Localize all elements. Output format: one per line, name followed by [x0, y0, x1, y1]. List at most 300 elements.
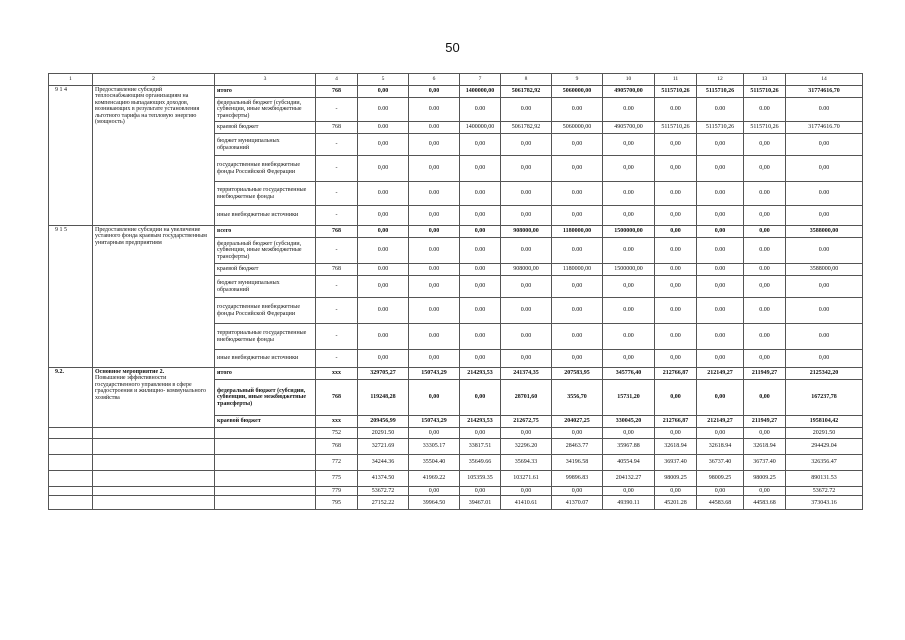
empty-cell	[93, 471, 215, 487]
value-cell: 212149,27	[697, 368, 744, 380]
value-cell: 0,00	[603, 350, 655, 368]
empty-cell	[93, 428, 215, 439]
value-cell: 0,00	[655, 428, 697, 439]
funding-source: иные внебюджетные источники	[215, 350, 316, 368]
value-cell: 0,00	[697, 134, 744, 156]
value-cell: 0.00	[460, 182, 501, 206]
column-header: 9	[552, 74, 603, 86]
empty-cell	[49, 428, 93, 439]
empty-cell	[49, 439, 93, 455]
value-cell: 0.00	[409, 298, 460, 324]
column-header: 8	[501, 74, 552, 86]
value-cell: 0,00	[786, 156, 863, 182]
value-cell: 0,00	[786, 134, 863, 156]
value-cell: 0.00	[655, 324, 697, 350]
value-cell: 0.00	[358, 98, 409, 122]
value-cell: 45201.28	[655, 496, 697, 510]
value-cell: 1180000,00	[552, 264, 603, 276]
value-cell: 5060000,00	[552, 122, 603, 134]
column-header: 3	[215, 74, 316, 86]
value-cell: 0.00	[501, 182, 552, 206]
value-cell: 0,00	[409, 206, 460, 226]
value-cell: 0,00	[552, 487, 603, 496]
value-cell: 207583,95	[552, 368, 603, 380]
value-cell: 0,00	[786, 350, 863, 368]
value-cell: 0,00	[358, 156, 409, 182]
value-cell: 0,00	[786, 206, 863, 226]
budget-code: 772	[316, 455, 358, 471]
budget-code: 768	[316, 264, 358, 276]
value-cell: 1500000,00	[603, 226, 655, 238]
value-cell: 0,00	[409, 134, 460, 156]
budget-code: -	[316, 324, 358, 350]
value-cell: 0,00	[697, 276, 744, 298]
value-cell: 0,00	[744, 380, 786, 416]
value-cell: 0,00	[552, 276, 603, 298]
activity-name: Предоставление субсидии на увеличение уставного фонда краевым государственным унитарным предприятиям	[93, 226, 215, 368]
value-cell: 0.00	[786, 182, 863, 206]
row-code: 9 1 5	[49, 226, 93, 368]
value-cell: 0,00	[501, 276, 552, 298]
value-cell: 0,00	[697, 226, 744, 238]
value-cell: 28701,60	[501, 380, 552, 416]
value-cell: 0,00	[552, 156, 603, 182]
value-cell: 0.00	[655, 264, 697, 276]
empty-cell	[49, 496, 93, 510]
value-cell: 890131.53	[786, 471, 863, 487]
page-number: 50	[445, 40, 460, 55]
empty-cell	[93, 439, 215, 455]
value-cell: 0.00	[409, 122, 460, 134]
value-cell: 908000,00	[501, 264, 552, 276]
value-cell: 53672.72	[786, 487, 863, 496]
activity-name: Предоставление субсидий теплоснабжающим организациям на компенсацию выпадающих доходов, возникающих в результате установления льготного тарифа на тепловую энергию (мощность)	[93, 86, 215, 226]
value-cell: 0,00	[460, 276, 501, 298]
value-cell: 5115710,26	[697, 122, 744, 134]
funding-source: краевой бюджет	[215, 264, 316, 276]
funding-source: территориальные государственные внебюджетные фонды	[215, 324, 316, 350]
value-cell: 167237,78	[786, 380, 863, 416]
value-cell: 0.00	[697, 182, 744, 206]
value-cell: 0,00	[358, 206, 409, 226]
value-cell: 0,00	[603, 134, 655, 156]
value-cell: 35694.33	[501, 455, 552, 471]
value-cell: 0.00	[697, 238, 744, 264]
value-cell: 5115710,26	[655, 86, 697, 98]
value-cell: 0,00	[501, 206, 552, 226]
value-cell: 0.00	[552, 324, 603, 350]
value-cell: 49390.11	[603, 496, 655, 510]
value-cell: 0.00	[552, 238, 603, 264]
value-cell: 1500000,00	[603, 264, 655, 276]
value-cell: 0.00	[409, 324, 460, 350]
value-cell: 31774616,70	[786, 86, 863, 98]
value-cell: 0.00	[358, 182, 409, 206]
value-cell: 20291.50	[358, 428, 409, 439]
value-cell: 0,00	[744, 487, 786, 496]
value-cell: 0.00	[697, 298, 744, 324]
budget-code: 768	[316, 380, 358, 416]
column-header: 5	[358, 74, 409, 86]
value-cell: 32618.94	[697, 439, 744, 455]
value-cell: 0,00	[501, 487, 552, 496]
empty-cell	[49, 487, 93, 496]
value-cell: 0,00	[409, 276, 460, 298]
value-cell: 0,00	[655, 380, 697, 416]
row-code: 9.2.	[49, 368, 93, 428]
funding-source: краевой бюджет	[215, 416, 316, 428]
value-cell: 0.00	[603, 98, 655, 122]
empty-cell	[215, 455, 316, 471]
value-cell: 0,00	[460, 134, 501, 156]
budget-code: -	[316, 206, 358, 226]
column-header: 1	[49, 74, 93, 86]
value-cell: 44583.68	[697, 496, 744, 510]
funding-source: федеральный бюджет (субсидии, субвенции, иные межбюджетные трансферты)	[215, 238, 316, 264]
table-row	[49, 487, 863, 496]
value-cell: 0,00	[744, 276, 786, 298]
budget-code: 768	[316, 86, 358, 98]
funding-source: бюджет муниципальных образований	[215, 134, 316, 156]
value-cell: 1180000,00	[552, 226, 603, 238]
value-cell: 0.00	[358, 238, 409, 264]
value-cell: 32618.94	[655, 439, 697, 455]
value-cell: 41410.61	[501, 496, 552, 510]
value-cell: 0,00	[358, 134, 409, 156]
value-cell: 41370.07	[552, 496, 603, 510]
value-cell: 105359.35	[460, 471, 501, 487]
table-row	[49, 455, 863, 471]
value-cell: 908000,00	[501, 226, 552, 238]
table-row	[49, 428, 863, 439]
value-cell: 0,00	[460, 350, 501, 368]
value-cell: 53672.72	[358, 487, 409, 496]
budget-code: 779	[316, 487, 358, 496]
value-cell: 0.00	[501, 324, 552, 350]
value-cell: 326356.47	[786, 455, 863, 471]
value-cell: 0.00	[786, 98, 863, 122]
activity-name	[93, 368, 215, 428]
column-header: 14	[786, 74, 863, 86]
budget-code: -	[316, 238, 358, 264]
value-cell: 5115710,26	[744, 122, 786, 134]
value-cell: 4905700,00	[603, 86, 655, 98]
value-cell: 204132.27	[603, 471, 655, 487]
value-cell: 0.00	[786, 324, 863, 350]
column-header: 6	[409, 74, 460, 86]
value-cell: 3588000,00	[786, 264, 863, 276]
empty-cell	[215, 496, 316, 510]
budget-code: -	[316, 182, 358, 206]
value-cell: 0,00	[697, 350, 744, 368]
funding-source: государственные внебюджетные фонды Российской Федерации	[215, 298, 316, 324]
table-row	[49, 226, 863, 238]
budget-code: -	[316, 276, 358, 298]
value-cell: 211949,27	[744, 368, 786, 380]
value-cell: 0.00	[460, 98, 501, 122]
budget-code: 752	[316, 428, 358, 439]
table-row	[49, 471, 863, 487]
value-cell: 32618.94	[744, 439, 786, 455]
value-cell: 329705,27	[358, 368, 409, 380]
column-header: 7	[460, 74, 501, 86]
value-cell: 2125342,20	[786, 368, 863, 380]
value-cell: 0,00	[358, 226, 409, 238]
value-cell: 98009.25	[697, 471, 744, 487]
empty-cell	[49, 455, 93, 471]
value-cell: 0.00	[501, 298, 552, 324]
value-cell: 212672,75	[501, 416, 552, 428]
value-cell: 1958104,42	[786, 416, 863, 428]
column-header: 13	[744, 74, 786, 86]
value-cell: 0.00	[655, 182, 697, 206]
table-row	[49, 368, 863, 380]
column-header: 12	[697, 74, 744, 86]
value-cell: 0,00	[744, 206, 786, 226]
value-cell: 0,00	[409, 350, 460, 368]
value-cell: 0.00	[409, 98, 460, 122]
value-cell: 0,00	[552, 428, 603, 439]
budget-code: -	[316, 298, 358, 324]
value-cell: 32296.20	[501, 439, 552, 455]
funding-source: всего	[215, 226, 316, 238]
empty-cell	[49, 471, 93, 487]
value-cell: 3556,70	[552, 380, 603, 416]
value-cell: 0,00	[409, 226, 460, 238]
value-cell: 0,00	[460, 156, 501, 182]
budget-code: -	[316, 350, 358, 368]
value-cell: 5060000,00	[552, 86, 603, 98]
value-cell: 0,00	[697, 487, 744, 496]
budget-code: -	[316, 134, 358, 156]
value-cell: 0,00	[501, 350, 552, 368]
value-cell: 0,00	[409, 86, 460, 98]
value-cell: 330045,20	[603, 416, 655, 428]
value-cell: 99896.83	[552, 471, 603, 487]
empty-cell	[93, 455, 215, 471]
value-cell: 0,00	[501, 134, 552, 156]
value-cell: 32721.69	[358, 439, 409, 455]
value-cell: 4905700,00	[603, 122, 655, 134]
value-cell: 0,00	[744, 134, 786, 156]
value-cell: 0,00	[697, 206, 744, 226]
value-cell: 209456,99	[358, 416, 409, 428]
column-header: 11	[655, 74, 697, 86]
value-cell: 0,00	[744, 226, 786, 238]
value-cell: 0,00	[744, 350, 786, 368]
value-cell: 204027,25	[552, 416, 603, 428]
value-cell: 211949,27	[744, 416, 786, 428]
value-cell: 0.00	[655, 238, 697, 264]
value-cell: 0.00	[358, 324, 409, 350]
value-cell: 44583.68	[744, 496, 786, 510]
value-cell: 0.00	[501, 238, 552, 264]
value-cell: 0,00	[697, 156, 744, 182]
value-cell: 0.00	[786, 238, 863, 264]
value-cell: 35649.66	[460, 455, 501, 471]
value-cell: 0.00	[460, 264, 501, 276]
value-cell: 0.00	[358, 264, 409, 276]
value-cell: 241374,35	[501, 368, 552, 380]
value-cell: 0.00	[501, 98, 552, 122]
value-cell: 0.00	[744, 238, 786, 264]
value-cell: 345776,40	[603, 368, 655, 380]
value-cell: 28463.77	[552, 439, 603, 455]
empty-cell	[93, 487, 215, 496]
table-body	[49, 74, 863, 510]
funding-source: бюджет муниципальных образований	[215, 276, 316, 298]
value-cell: 0.00	[744, 264, 786, 276]
value-cell: 214293,53	[460, 416, 501, 428]
value-cell: 0,00	[697, 428, 744, 439]
value-cell: 0,00	[358, 86, 409, 98]
column-header: 10	[603, 74, 655, 86]
value-cell: 0.00	[603, 238, 655, 264]
value-cell: 5115710,26	[655, 122, 697, 134]
row-code: 9 1 4	[49, 86, 93, 226]
value-cell: 0,00	[460, 206, 501, 226]
value-cell: 0,00	[655, 206, 697, 226]
value-cell: 0,00	[552, 206, 603, 226]
value-cell: 5115710,26	[697, 86, 744, 98]
value-cell: 0.00	[552, 182, 603, 206]
value-cell: 373043.16	[786, 496, 863, 510]
value-cell: 35967.88	[603, 439, 655, 455]
value-cell: 0,00	[655, 226, 697, 238]
value-cell: 150743,29	[409, 368, 460, 380]
empty-cell	[215, 487, 316, 496]
table-row	[49, 496, 863, 510]
empty-cell	[215, 439, 316, 455]
value-cell: 40554.94	[603, 455, 655, 471]
value-cell: 0.00	[358, 298, 409, 324]
value-cell: 0.00	[409, 182, 460, 206]
value-cell: 0,00	[786, 276, 863, 298]
value-cell: 0,00	[655, 134, 697, 156]
value-cell: 0.00	[744, 324, 786, 350]
value-cell: 0,00	[744, 156, 786, 182]
value-cell: 0.00	[409, 264, 460, 276]
value-cell: 0,00	[501, 156, 552, 182]
value-cell: 0,00	[358, 276, 409, 298]
value-cell: 20291.50	[786, 428, 863, 439]
budget-table	[48, 73, 863, 510]
value-cell: 0,00	[460, 487, 501, 496]
value-cell: 0,00	[655, 276, 697, 298]
value-cell: 0.00	[409, 238, 460, 264]
budget-code: 768	[316, 439, 358, 455]
value-cell: 1400000,00	[460, 122, 501, 134]
activity-title: Основное мероприятие 2.	[95, 369, 165, 375]
value-cell: 0.00	[697, 98, 744, 122]
value-cell: 3588000,00	[786, 226, 863, 238]
value-cell: 0,00	[603, 206, 655, 226]
value-cell: 33305.17	[409, 439, 460, 455]
value-cell: 0,00	[655, 487, 697, 496]
value-cell: 0,00	[460, 428, 501, 439]
value-cell: 5115710,26	[744, 86, 786, 98]
empty-cell	[215, 471, 316, 487]
value-cell: 212766,87	[655, 368, 697, 380]
value-cell: 0.00	[603, 298, 655, 324]
value-cell: 0.00	[460, 238, 501, 264]
value-cell: 0,00	[603, 487, 655, 496]
funding-source: государственные внебюджетные фонды Российской Федерации	[215, 156, 316, 182]
funding-source: итого	[215, 368, 316, 380]
value-cell: 1400000,00	[460, 86, 501, 98]
value-cell: 0.00	[655, 298, 697, 324]
value-cell: 0.00	[744, 98, 786, 122]
value-cell: 0.00	[697, 264, 744, 276]
value-cell: 33817.51	[460, 439, 501, 455]
value-cell: 5061782,92	[501, 86, 552, 98]
value-cell: 27152.22	[358, 496, 409, 510]
budget-code: -	[316, 156, 358, 182]
value-cell: 31774616.70	[786, 122, 863, 134]
activity-description: Повышение эффективности государственного управления в сфере градостроения и жилищно- коммунального хозяйства	[95, 375, 206, 401]
budget-code: 768	[316, 226, 358, 238]
value-cell: 5061782,92	[501, 122, 552, 134]
budget-code: 795	[316, 496, 358, 510]
value-cell: 119248,28	[358, 380, 409, 416]
value-cell: 39964.50	[409, 496, 460, 510]
column-header: 2	[93, 74, 215, 86]
value-cell: 41969.22	[409, 471, 460, 487]
value-cell: 0,00	[409, 156, 460, 182]
value-cell: 36737.40	[697, 455, 744, 471]
value-cell: 98009.25	[744, 471, 786, 487]
value-cell: 0.00	[552, 98, 603, 122]
value-cell: 150743,29	[409, 416, 460, 428]
funding-source: территориальные государственные внебюджетные фонды	[215, 182, 316, 206]
empty-cell	[215, 428, 316, 439]
value-cell: 36737.40	[744, 455, 786, 471]
budget-code: ххх	[316, 368, 358, 380]
value-cell: 34244.36	[358, 455, 409, 471]
value-cell: 0.00	[552, 298, 603, 324]
value-cell: 294429.04	[786, 439, 863, 455]
funding-source: иные внебюджетные источники	[215, 206, 316, 226]
table-row	[49, 439, 863, 455]
value-cell: 0.00	[655, 98, 697, 122]
value-cell: 0.00	[603, 324, 655, 350]
funding-source: краевой бюджет	[215, 122, 316, 134]
value-cell: 39467.01	[460, 496, 501, 510]
value-cell: 212149,27	[697, 416, 744, 428]
value-cell: 0.00	[460, 298, 501, 324]
budget-code: 768	[316, 122, 358, 134]
value-cell: 0,00	[655, 350, 697, 368]
column-header: 4	[316, 74, 358, 86]
value-cell: 0.00	[786, 298, 863, 324]
value-cell: 212766,87	[655, 416, 697, 428]
value-cell: 35504.40	[409, 455, 460, 471]
value-cell: 0,00	[409, 428, 460, 439]
value-cell: 103271.61	[501, 471, 552, 487]
value-cell: 0,00	[603, 428, 655, 439]
value-cell: 0.00	[358, 122, 409, 134]
value-cell: 0.00	[744, 298, 786, 324]
value-cell: 0,00	[358, 350, 409, 368]
funding-source: федеральный бюджет (субсидии, субвенции, иные межбюджетные трансферты)	[215, 380, 316, 416]
value-cell: 0,00	[552, 134, 603, 156]
value-cell: 15731,20	[603, 380, 655, 416]
value-cell: 0.00	[603, 182, 655, 206]
empty-cell	[93, 496, 215, 510]
value-cell: 34196.58	[552, 455, 603, 471]
funding-source: федеральный бюджет (субсидии, субвенции, иные межбюджетные трансферты)	[215, 98, 316, 122]
value-cell: 0,00	[603, 156, 655, 182]
